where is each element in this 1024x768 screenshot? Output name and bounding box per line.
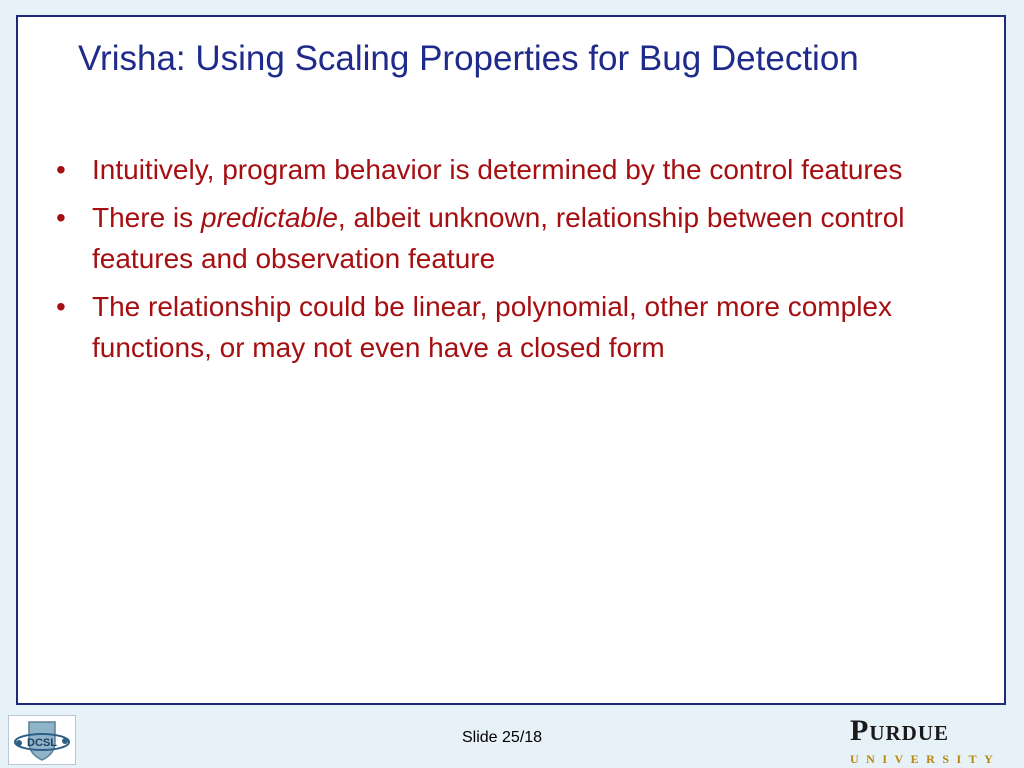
dcsl-logo-text: DCSL xyxy=(27,737,57,749)
purdue-logo xyxy=(850,714,1010,768)
bullet-text: Intuitively, program behavior is determined by the control features xyxy=(92,154,903,185)
list-item xyxy=(56,197,996,279)
bullet-emphasis: predictable xyxy=(200,202,338,233)
slide-title: Vrisha: Using Scaling Properties for Bug Detection xyxy=(78,39,859,78)
purdue-wordmark: Purdue xyxy=(850,714,949,747)
slide-frame xyxy=(16,15,1006,705)
bullet-text: The relationship could be linear, polynomial, other more complex functions, or may not even have a closed form xyxy=(92,291,892,363)
list-item xyxy=(56,149,996,190)
slide-number: Slide 25/18 xyxy=(462,729,543,746)
list-item xyxy=(56,286,996,368)
dcsl-logo xyxy=(8,715,76,765)
bullet-glyph: • xyxy=(56,202,66,233)
bullet-glyph: • xyxy=(56,291,66,322)
bullet-list xyxy=(56,149,996,375)
bullet-text-post: , albeit unknown, relationship between control features and observation feature xyxy=(92,202,905,274)
slide-footer xyxy=(0,706,1024,768)
purdue-subtitle: UNIVERSITY xyxy=(850,752,1001,766)
bullet-glyph: • xyxy=(56,154,66,185)
bullet-text-pre: There is xyxy=(92,202,201,233)
